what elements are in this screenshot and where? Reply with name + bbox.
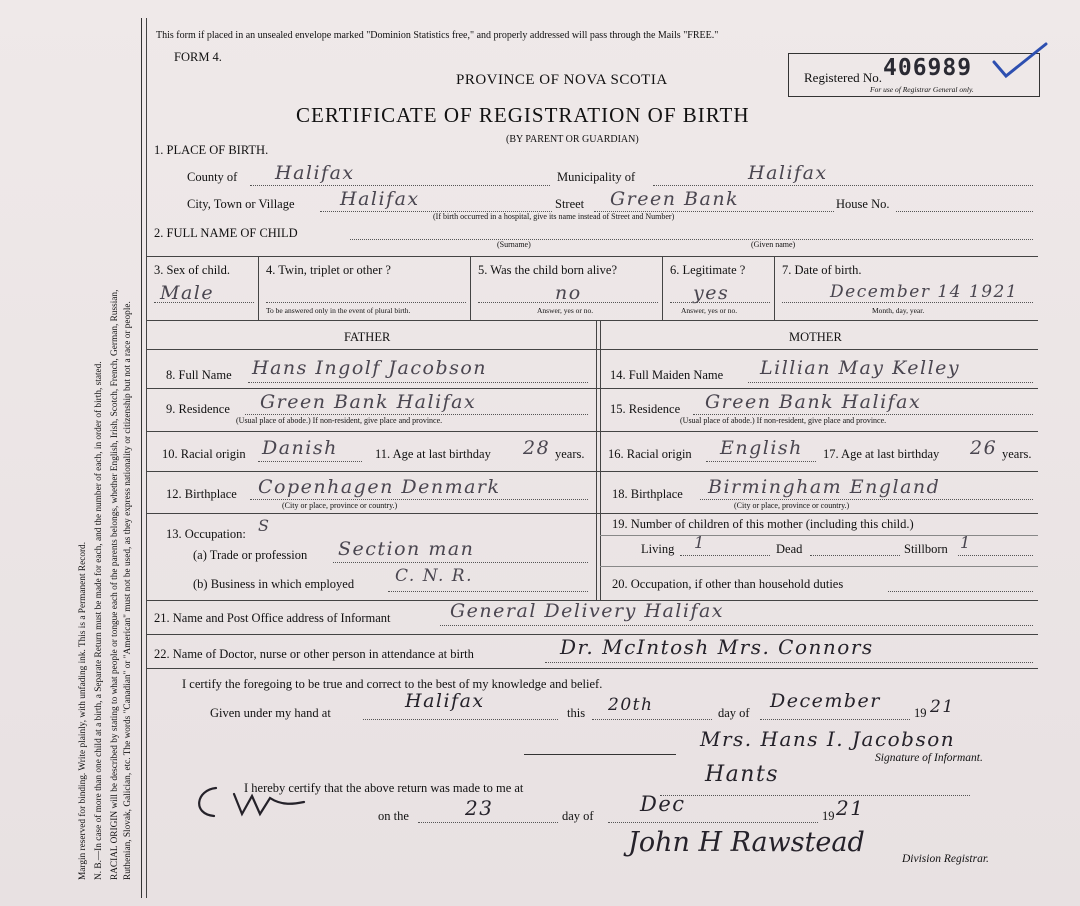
checkmark-icon — [990, 40, 1050, 82]
county-value: Halifax — [275, 162, 355, 184]
mother-birthplace-note: (City or place, province or country.) — [734, 501, 850, 510]
mother-age-label: 17. Age at last birthday — [823, 447, 940, 461]
left-border-inner — [146, 18, 147, 898]
living-value: 1 — [694, 533, 706, 552]
this-label: this — [567, 706, 586, 720]
legitimate-note: Answer, yes or no. — [681, 306, 738, 315]
county-label: County of — [187, 170, 238, 184]
child-name-heading: 2. FULL NAME OF CHILD — [154, 226, 298, 240]
registrar-day-of-label: day of — [562, 809, 594, 823]
surname-note: (Surname) — [497, 240, 531, 249]
street-note: (If birth occurred in a hospital, give its name instead of Street and Number) — [433, 212, 675, 221]
city-label: City, Town or Village — [187, 197, 295, 211]
registrar-signature: John H Rawstead — [628, 827, 865, 858]
margin-note-racial-origin: RACIAL ORIGIN will be described by stating to what people or tongue each of the parents belongs, whether English, Irish, Scotch, French, German, Russian, — [110, 289, 120, 880]
father-age-label: 11. Age at last birthday — [375, 447, 491, 461]
dob-value: December 14 1921 — [830, 282, 1019, 302]
house-no-label: House No. — [836, 197, 890, 211]
sex-value: Male — [160, 282, 215, 304]
mother-residence-label: 15. Residence — [610, 402, 681, 416]
informant-label: 21. Name and Post Office address of Informant — [154, 611, 391, 625]
given-year-prefix: 19 — [914, 706, 927, 720]
father-name-value: Hans Ingolf Jacobson — [252, 357, 488, 379]
left-border — [141, 18, 142, 898]
living-label: Living — [641, 542, 675, 556]
trade-label: (a) Trade or profession — [193, 548, 308, 562]
registrar-year-value: 21 — [836, 796, 865, 820]
registrar-month-value: Dec — [640, 792, 686, 816]
twin-note: To be answered only in the event of plural birth. — [266, 306, 411, 315]
informant-value: General Delivery Halifax — [450, 600, 725, 622]
stillborn-value: 1 — [960, 533, 972, 552]
twin-label: 4. Twin, triplet or other ? — [266, 263, 391, 277]
alive-label: 5. Was the child born alive? — [478, 263, 618, 277]
margin-note-plural-birth: N. B.—In case of more than one child at a birth, a Separate Return must be made for each, and the number of each, in order of birth, stated. — [94, 361, 104, 880]
father-birthplace-label: 12. Birthplace — [166, 487, 237, 501]
father-residence-label: 9. Residence — [166, 402, 230, 416]
registrar-day-value: 23 — [465, 796, 494, 820]
separator-line — [524, 754, 676, 755]
alive-note: Answer, yes or no. — [537, 306, 594, 315]
street-label: Street — [555, 197, 585, 211]
municipality-label: Municipality of — [557, 170, 636, 184]
mother-racial-label: 16. Racial origin — [608, 447, 692, 461]
dead-label: Dead — [776, 542, 803, 556]
legitimate-label: 6. Legitimate ? — [670, 263, 746, 277]
alive-value: no — [555, 282, 582, 304]
mother-age-value: 26 — [970, 437, 998, 459]
mother-birthplace-label: 18. Birthplace — [612, 487, 683, 501]
attendant-label: 22. Name of Doctor, nurse or other person in attendance at birth — [154, 647, 474, 661]
city-value: Halifax — [340, 188, 420, 210]
informant-signature: Mrs. Hans I. Jacobson — [700, 727, 956, 751]
stillborn-label: Stillborn — [904, 542, 948, 556]
children-count-label: 19. Number of children of this mother (including this child.) — [612, 517, 914, 531]
registrar-place-value: Hants — [705, 762, 780, 787]
business-label: (b) Business in which employed — [193, 577, 355, 591]
father-years-label: years. — [555, 447, 585, 461]
mother-residence-value: Green Bank Halifax — [705, 391, 922, 413]
father-occupation-mark: S — [258, 516, 271, 535]
father-racial-label: 10. Racial origin — [162, 447, 246, 461]
mail-note: This form if placed in an unsealed envelope marked "Dominion Statistics free," and properly addressed will pass through the Mails "FREE." — [156, 30, 719, 41]
given-place-value: Halifax — [405, 690, 485, 712]
mother-name-value: Lillian May Kelley — [760, 357, 961, 379]
mother-racial-value: English — [720, 437, 803, 459]
attendant-value: Dr. McIntosh Mrs. Connors — [560, 635, 874, 659]
given-name-note: (Given name) — [751, 240, 796, 249]
given-day-value: 20th — [608, 695, 654, 715]
mother-occupation-label: 20. Occupation, if other than household duties — [612, 577, 844, 591]
margin-note-racial-origin-2: Ruthenian, Slovak, Galician, etc. The words "Canadian" or "American" must not be used, as they express nationality or citizenship but not a race or people. — [123, 301, 133, 880]
dob-label: 7. Date of birth. — [782, 263, 862, 277]
father-residence-note: (Usual place of abode.) If non-resident, give place and province. — [236, 416, 443, 425]
day-of-label: day of — [718, 706, 750, 720]
legitimate-value: yes — [693, 282, 730, 304]
given-month-value: December — [770, 690, 881, 712]
mother-birthplace-value: Birmingham England — [708, 476, 941, 498]
mother-heading: MOTHER — [789, 330, 842, 344]
father-birthplace-note: (City or place, province or country.) — [282, 501, 398, 510]
mother-name-label: 14. Full Maiden Name — [610, 368, 724, 382]
registration-note: For use of Registrar General only. — [870, 85, 974, 94]
father-residence-value: Green Bank Halifax — [260, 391, 477, 413]
certification-statement: I certify the foregoing to be true and correct to the best of my knowledge and belief. — [182, 677, 603, 691]
margin-note-binding: Margin reserved for binding. Write plainly, with unfading ink. This is a Permanent Record. — [78, 541, 88, 880]
father-name-label: 8. Full Name — [166, 368, 232, 382]
street-value: Green Bank — [610, 188, 740, 210]
division-registrar-label: Division Registrar. — [902, 853, 989, 865]
registration-label: Registered No. — [804, 70, 882, 85]
father-age-value: 28 — [523, 437, 551, 459]
sex-label: 3. Sex of child. — [154, 263, 231, 277]
dob-note: Month, day, year. — [872, 306, 925, 315]
given-under-label: Given under my hand at — [210, 706, 331, 720]
father-heading: FATHER — [344, 330, 391, 344]
father-birthplace-value: Copenhagen Denmark — [258, 476, 501, 498]
registrar-statement: I hereby certify that the above return was made to me at — [244, 781, 524, 795]
father-occupation-label: 13. Occupation: — [166, 527, 246, 541]
province-heading: PROVINCE OF NOVA SCOTIA — [456, 72, 668, 88]
registration-number: 406989 — [883, 55, 973, 81]
trade-value: Section man — [338, 538, 475, 560]
signature-informant-label: Signature of Informant. — [875, 752, 983, 764]
certificate-title: CERTIFICATE OF REGISTRATION OF BIRTH — [296, 103, 750, 127]
on-the-label: on the — [378, 809, 409, 823]
business-value: C. N. R. — [395, 566, 474, 586]
certificate-subtitle: (BY PARENT OR GUARDIAN) — [506, 134, 639, 145]
father-racial-value: Danish — [262, 437, 338, 459]
municipality-value: Halifax — [748, 162, 828, 184]
mother-residence-note: (Usual place of abode.) If non-resident, give place and province. — [680, 416, 887, 425]
mother-years-label: years. — [1002, 447, 1032, 461]
form-number: FORM 4. — [174, 50, 222, 64]
given-year-value: 21 — [930, 697, 955, 717]
place-of-birth-heading: 1. PLACE OF BIRTH. — [154, 143, 269, 157]
registrar-initial-mark — [190, 780, 310, 826]
registrar-year-prefix: 19 — [822, 809, 835, 823]
